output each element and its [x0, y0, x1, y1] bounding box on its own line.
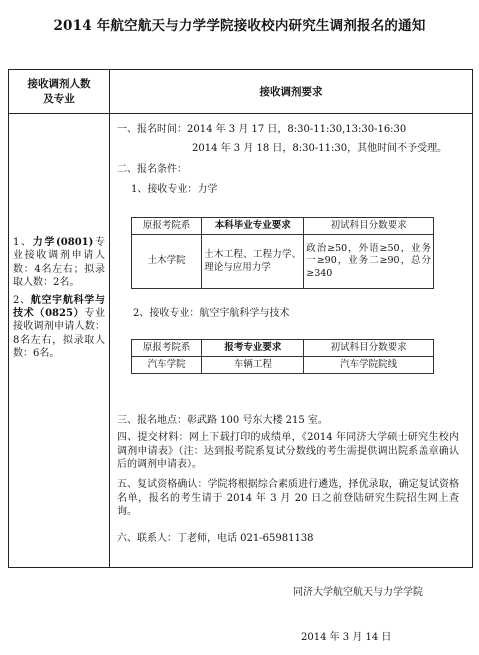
- section-contact: 六、联系人：丁老师，电话 021-65981138: [117, 533, 314, 544]
- table-cell: 政治≥50，外语≥50，业务一≥90，业务二≥90，总分≥340: [304, 235, 434, 289]
- quota-item-aerospace: [13, 294, 105, 361]
- column-divider: [109, 70, 110, 567]
- quota-major: 航空宇航科学与技术: [13, 294, 105, 320]
- table-header: 报考专业要求: [202, 340, 304, 357]
- signature-org: 同济大学航空航天与力学学院: [293, 587, 423, 598]
- section-materials: 四、提交材料：网上下载打印的成绩单，《2014 年同济大学硕士研究生校内调剂申请表》（注：达到报考院系复试分数线的考生需提供调出院系盖章确认后的调剂申请表）。: [117, 432, 459, 470]
- table-cell: 汽车学院: [132, 357, 202, 374]
- section-conditions-title: 二、报名条件：: [117, 164, 187, 175]
- table-header: 初试科目分数要求: [304, 340, 434, 357]
- quota-text: 专业接收调剂申请人数：4名左右；拟录取人数：2名。: [13, 237, 106, 289]
- table-header: 原报考院系: [132, 340, 202, 357]
- table-header: 初试科目分数要求: [304, 218, 434, 235]
- section-location: 三、报名地点：彰武路 100 号东大楼 215 室。: [117, 415, 328, 426]
- condition-major-aerospace: 2、接收专业：航空宇航科学与技术: [133, 308, 290, 319]
- section-time-line2: 2014 年 3 月 18 日，8:30-11:30，其他时间不予受理。: [192, 143, 448, 154]
- table-cell: 土木工程、工程力学、理论与应用力学: [202, 235, 304, 289]
- header-quota-line1: 接收调剂人数: [27, 77, 91, 90]
- section-time-line1: 一、报名时间：2014 年 3 月 17 日，8:30-11:30,13:30-16:30: [117, 124, 407, 135]
- quota-item-mechanics: [13, 236, 105, 290]
- quota-code: （0825）: [34, 308, 85, 320]
- page-title: 2014 年航空航天与力学学院接收校内研究生调剂报名的通知: [53, 18, 426, 34]
- header-quota-line2: 及专业: [43, 92, 75, 105]
- quota-code: (0801): [56, 237, 94, 248]
- signature-date: 2014 年 3 月 14 日: [301, 632, 392, 643]
- table-header: 本科毕业专业要求: [202, 218, 304, 235]
- quota-major: 力学: [32, 237, 57, 248]
- quota-column: [13, 236, 105, 365]
- table-header: 原报考院系: [132, 218, 202, 235]
- header-requirements: 接收调剂要求: [259, 86, 323, 98]
- quota-item-number: 2、: [13, 294, 31, 306]
- section-qualification: 五、复试资格确认：学院将根据综合素质进行遴选，择优录取，确定复试资格名单，报名的考生请于 2014 年 3 月 20 日之前登陆研究生院招生网上查询。: [117, 479, 459, 517]
- table-cell: 土木学院: [132, 235, 202, 289]
- table-cell: 汽车学院院线: [304, 357, 434, 374]
- condition-major-mechanics: 1、接收专业：力学: [131, 184, 218, 195]
- requirements-table-aerospace: [131, 339, 434, 374]
- table-cell: 车辆工程: [202, 357, 304, 374]
- quota-item-number: 1、: [13, 237, 33, 248]
- notice-table: [8, 69, 473, 568]
- header-quota: [9, 70, 109, 113]
- requirements-table-mechanics: [131, 217, 434, 289]
- header-divider: [9, 113, 472, 114]
- quota-text: 专业接收调剂申请人数：8名左右，拟录取人数：6名。: [13, 308, 106, 360]
